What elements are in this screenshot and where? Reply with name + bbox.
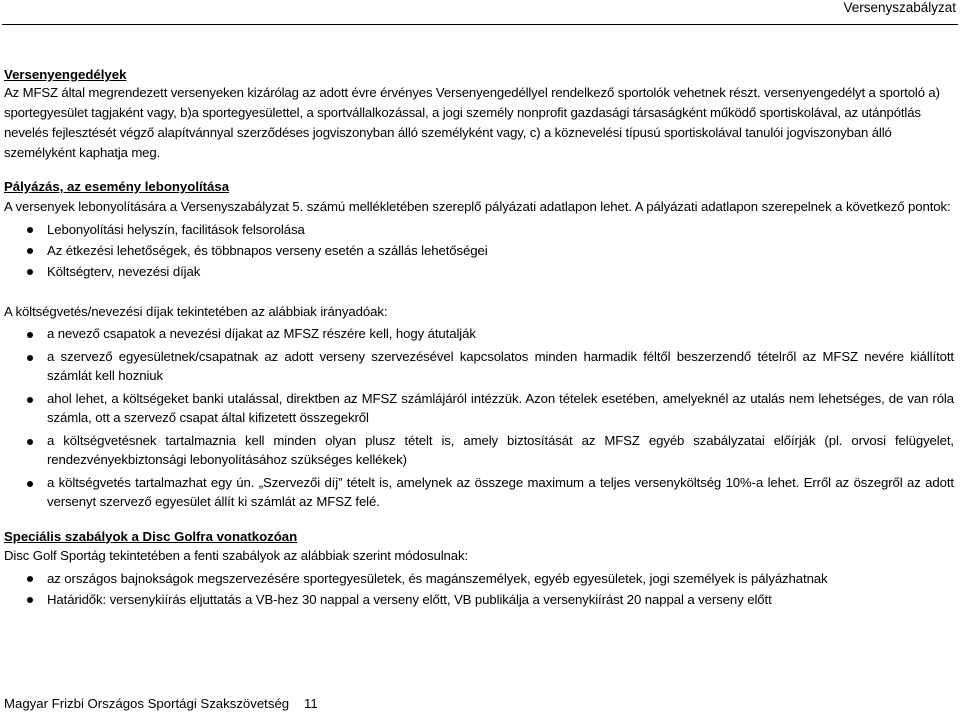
bullet-icon (27, 597, 33, 603)
list-item (4, 261, 954, 282)
list-item (4, 431, 954, 470)
bullet-icon (27, 332, 33, 338)
list-item-text: az országos bajnokságok megszervezésére sportegyesületek, és magánszemélyek, egyéb egyesületek, jogi személyek is pályázhatnak (47, 570, 828, 586)
list-item-text: Az étkezési lehetőségek, és többnapos verseny esetén a szállás lehetőségei (47, 243, 488, 258)
list-item-text: a nevező csapatok a nevezési díjakat az MFSZ részére kell, hogy átutalják (47, 326, 476, 341)
bullet-icon (27, 439, 33, 445)
footer-page-number: 11 (304, 696, 318, 711)
section-heading-licence: Versenyengedélyek (4, 67, 127, 82)
bullet-icon (27, 269, 33, 275)
application-paragraph: A versenyek lebonyolítására a Versenyszabályzat 5. számú mellékletében szereplő pályázati adatlapon lehet. A pályázati adatlapon szerepelnek a következő pontok: (4, 199, 951, 214)
list-item (4, 389, 954, 428)
list-item-text: Határidők: versenykiírás eljuttatás a VB-hez 30 nappal a verseny előtt, VB publikálja a versenykiírást 20 nappal a verseny előtt (47, 591, 772, 607)
list-item-text: ahol lehet, a költségeket banki utalással, direktben az MFSZ számlájáról intézzük. Azon tételek esetében, amelyeknél az utalás nem lehetséges, de van róla számla, ott a szervező csapat által kifizetett összegekről (47, 390, 954, 425)
costs-intro: A költségvetés/nevezési díjak tekintetében az alábbiak irányadóak: (4, 304, 388, 319)
list-item (4, 219, 954, 240)
list-item (4, 589, 954, 610)
discgolf-intro: Disc Golf Sportág tekintetében a fenti szabályok az alábbiak szerint módosulnak: (4, 547, 469, 563)
document-body (4, 66, 954, 610)
bullet-icon (27, 397, 33, 403)
list-item-text: a szervező egyesületnek/csapatnak az adott verseny szervezésével kapcsolatos minden harmadik féltől beszerzendő tételről az MFSZ nevére kiállított számlát kell hozniuk (47, 348, 954, 383)
list-item-text: Lebonyolítási helyszín, facilitások felsorolása (47, 222, 305, 237)
section-heading-application: Pályázás, az esemény lebonyolítása (4, 179, 230, 194)
page-header-title: Versenyszabályzat (843, 0, 956, 15)
bullet-icon (27, 576, 33, 582)
list-item-text: a költségvetés tartalmazhat egy ún. „Szervezői díj” tételt is, amelynek az összege maximum a teljes versenyköltség 10%-a lehet. Erről az öszegről az adott versenyt szervező egyesület állít ki számlát az MFSZ felé. (47, 474, 954, 509)
list-item (4, 473, 954, 512)
list-item (4, 568, 954, 589)
list-item-text: a költségvetésnek tartalmaznia kell minden olyan plusz tételt is, amely biztosítását az MFSZ egyéb szabályzatai előírják (pl. orvosi felügyelet, rendezvényekbiztonsági lebonyolításához szükséges kellékek) (47, 432, 954, 467)
bullet-icon (27, 227, 33, 233)
bullet-icon (27, 355, 33, 361)
section-heading-discgolf: Speciális szabályok a Disc Golfra vonatkozóan (4, 528, 298, 544)
header-divider (2, 24, 958, 25)
discgolf-rules-list (4, 568, 954, 610)
bullet-icon (27, 481, 33, 487)
licence-paragraph: Az MFSZ által megrendezett versenyeken kizárólag az adott évre érvényes Versenyengedéllyel rendelkező sportolók vehetnek részt. versenyengedélyt a sportoló a) sportegyesület tagjaként vagy, b)a sportegyesülettel, a sportvállalkozással, a jogi személy nonprofit gazdasági társaságként működő sportiskolával, az utánpótlás nevelés fejlesztését végző alapítvánnyal szerződéses jogviszonyban álló személyként vagy, c) a köznevelési típusú sportiskolával tanulói jogviszonyban álló személyként kaphatja meg. (4, 85, 940, 160)
list-item (4, 324, 954, 344)
list-item (4, 347, 954, 386)
bullet-icon (27, 248, 33, 254)
footer-organization: Magyar Frizbi Országos Sportági Szakszövetség (4, 696, 290, 711)
costs-rules-list (4, 324, 954, 512)
list-item-text: Költségterv, nevezési díjak (47, 264, 201, 279)
list-item (4, 240, 954, 261)
application-points-list (4, 219, 954, 282)
